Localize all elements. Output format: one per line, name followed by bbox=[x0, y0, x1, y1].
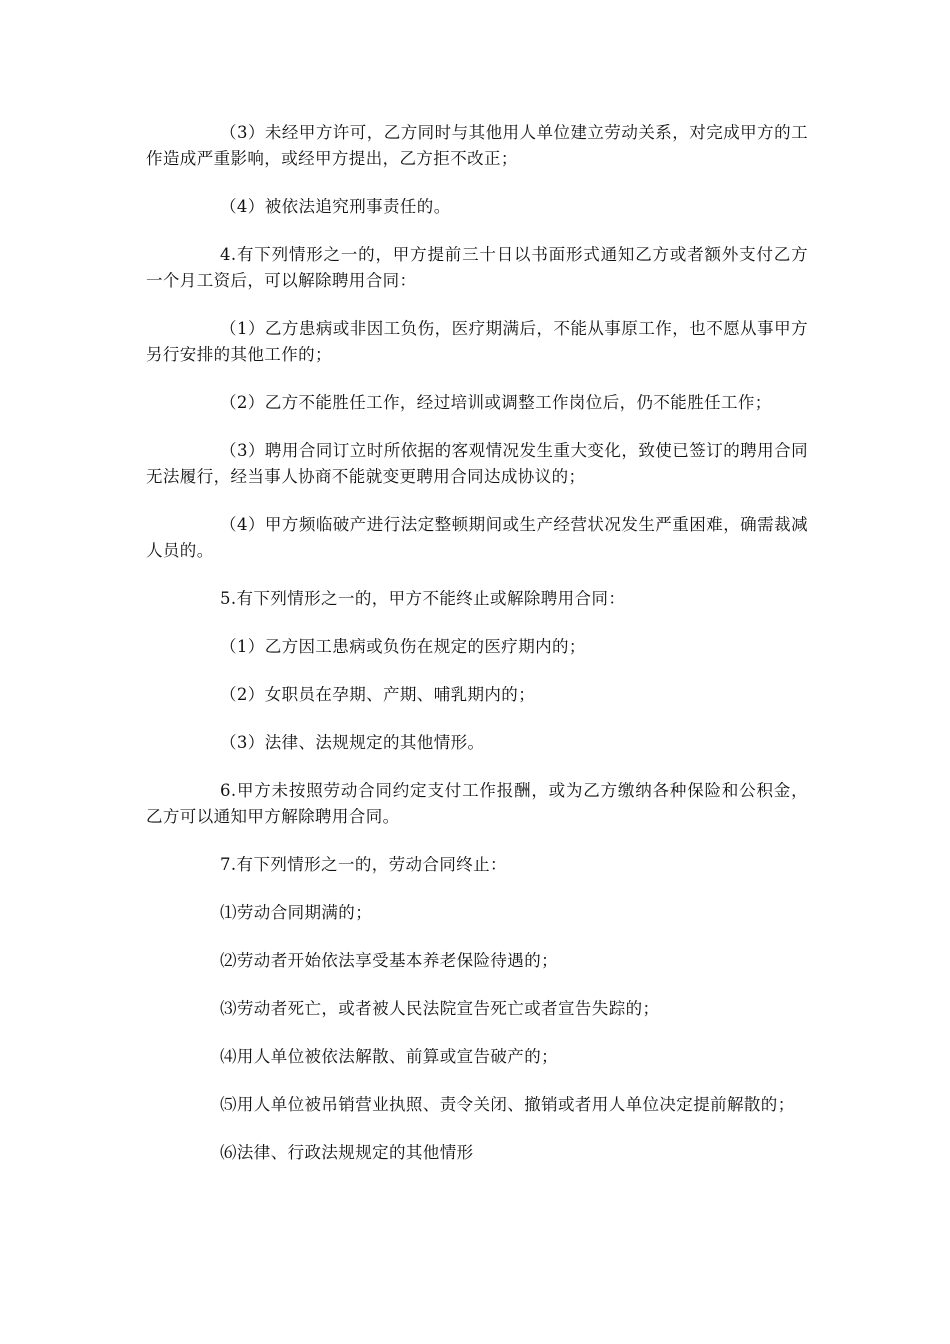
paragraph-clause-5-2: （2）女职员在孕期、产期、哺乳期内的； bbox=[220, 685, 536, 704]
paragraph-clause-5-3: （3）法律、法规规定的其他情形。 bbox=[220, 733, 485, 752]
paragraph-clause-3-3: （3）未经甲方许可，乙方同时与其他用人单位建立劳动关系，对完成甲方的工作造成严重影响，或经甲方提出，乙方拒不改正； bbox=[146, 123, 808, 168]
paragraph-section-6: 6.甲方未按照劳动合同约定支付工作报酬，或为乙方缴纳各种保险和公积金，乙方可以通知甲方解除聘用合同。 bbox=[146, 781, 808, 826]
paragraph-section-4: 4.有下列情形之一的，甲方提前三十日以书面形式通知乙方或者额外支付乙方一个月工资后，可以解除聘用合同： bbox=[146, 245, 808, 290]
paragraph-clause-4-2: （2）乙方不能胜任工作，经过培训或调整工作岗位后，仍不能胜任工作； bbox=[220, 393, 772, 412]
paragraph-clause-4-1: （1）乙方患病或非因工负伤，医疗期满后，不能从事原工作，也不愿从事甲方另行安排的其他工作的； bbox=[146, 319, 808, 364]
paragraph-clause-7-1: ⑴劳动合同期满的； bbox=[220, 903, 373, 922]
paragraph-clause-7-5: ⑸用人单位被吊销营业执照、责令关闭、撤销或者用人单位决定提前解散的； bbox=[220, 1095, 795, 1114]
paragraph-clause-7-6: ⑹法律、行政法规规定的其他情形 bbox=[220, 1143, 474, 1162]
paragraph-clause-4-3: （3）聘用合同订立时所依据的客观情况发生重大变化，致使已签订的聘用合同无法履行，经当事人协商不能就变更聘用合同达成协议的； bbox=[146, 441, 808, 486]
paragraph-clause-7-2: ⑵劳动者开始依法享受基本养老保险待遇的； bbox=[220, 951, 558, 970]
paragraph-clause-5-1: （1）乙方因工患病或负伤在规定的医疗期内的； bbox=[220, 637, 586, 656]
paragraph-clause-3-4: （4）被依法追究刑事责任的。 bbox=[220, 197, 451, 216]
paragraph-section-5: 5.有下列情形之一的，甲方不能终止或解除聘用合同： bbox=[220, 589, 626, 608]
paragraph-clause-7-3: ⑶劳动者死亡，或者被人民法院宣告死亡或者宣告失踪的； bbox=[220, 999, 660, 1018]
paragraph-section-7: 7.有下列情形之一的，劳动合同终止： bbox=[220, 855, 507, 874]
paragraph-clause-7-4: ⑷用人单位被依法解散、前算或宣告破产的； bbox=[220, 1047, 558, 1066]
paragraph-clause-4-4: （4）甲方频临破产进行法定整顿期间或生产经营状况发生严重困难，确需裁减人员的。 bbox=[146, 515, 808, 560]
document-body bbox=[146, 120, 808, 1188]
